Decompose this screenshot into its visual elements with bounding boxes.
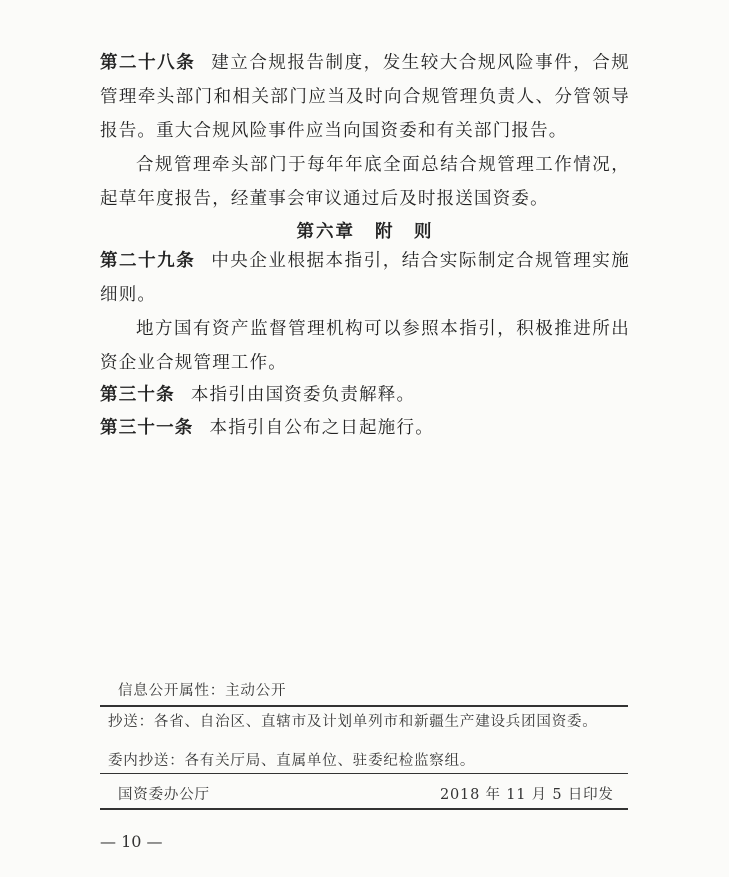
footer-rule-top bbox=[100, 705, 628, 707]
article-28-paragraph-2: 合规管理牵头部门于每年年底全面总结合规管理工作情况，起草年度报告，经董事会审议通过后及时报送国资委。 bbox=[100, 155, 630, 209]
article-31-text: 本指引自公布之日起施行。 bbox=[209, 418, 434, 438]
chapter-6-heading bbox=[100, 218, 630, 243]
cc-recipients: 抄送：各省、自治区、直辖市及计划单列市和新疆生产建设兵团国资委。 bbox=[108, 714, 598, 730]
article-30-label: 第三十条 bbox=[100, 385, 175, 405]
article-29-paragraph-2: 地方国有资产监督管理机构可以参照本指引，积极推进所出资企业合规管理工作。 bbox=[100, 319, 630, 373]
chapter-6-label: 第六章 bbox=[296, 222, 355, 242]
issuing-office: 国资委办公厅 bbox=[118, 787, 210, 803]
chapter-6-title: 附 则 bbox=[375, 222, 434, 242]
internal-cc-recipients: 委内抄送：各有关厅局、直属单位、驻委纪检监察组。 bbox=[108, 753, 476, 769]
footer-rule-middle bbox=[100, 773, 628, 774]
article-31 bbox=[100, 411, 630, 445]
disclosure-attribute: 信息公开属性：主动公开 bbox=[118, 683, 287, 699]
article-29-text: 中央企业根据本指引，结合实际制定合规管理实施细则。 bbox=[100, 251, 630, 305]
article-29-label: 第二十九条 bbox=[100, 251, 196, 271]
article-30 bbox=[100, 378, 630, 412]
article-30-text: 本指引由国资委负责解释。 bbox=[190, 385, 416, 405]
issue-date: 2018 年 11 月 5 日印发 bbox=[440, 787, 614, 803]
article-29 bbox=[100, 244, 630, 312]
footer-rule-bottom bbox=[100, 808, 628, 810]
page-number: — 10 — bbox=[100, 832, 163, 851]
article-28-text: 建立合规报告制度，发生较大合规风险事件，合规管理牵头部门和相关部门应当及时向合规管理负责人、分管领导报告。重大合规风险事件应当向国资委和有关部门报告。 bbox=[100, 53, 630, 141]
article-28 bbox=[100, 46, 630, 148]
article-28-label: 第二十八条 bbox=[100, 53, 196, 73]
article-31-label: 第三十一条 bbox=[100, 418, 194, 438]
